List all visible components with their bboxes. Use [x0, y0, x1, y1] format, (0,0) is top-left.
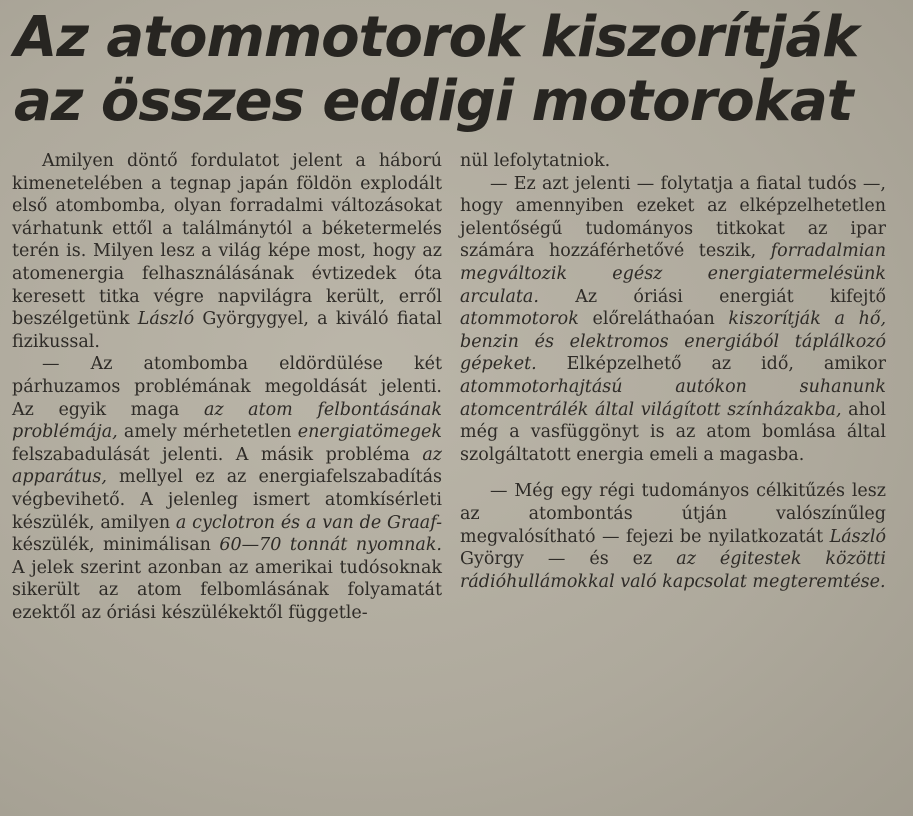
text-run: Amilyen döntő fordulatot jelent a háború kimenetelében a tegnap japán földön explodált első atombomba, olyan forradalmi változásokat várhatunk ettől a találmánytól a béketermelés terén is. Milyen lesz a világ képe most, hogy az atomenergia felhasználásának évtizedek óta keresett titka végre napvilágra került, erről beszélgetünk	[12, 151, 442, 330]
text-run: Elképzelhető az idő, amikor	[536, 354, 886, 375]
italic-run: a cyclotron és a van de Graaf-	[175, 512, 442, 533]
italic-run: 60—70 tonnát nyomnak.	[219, 535, 442, 556]
italic-run: az égitestek közötti rádióhullámokkal való kapcsolat megteremtése.	[460, 549, 886, 592]
text-run: Az óriási energiát kifejtő	[538, 286, 886, 307]
text-run: előreláthaóan	[578, 309, 729, 330]
text-run: amely mérhetetlen	[117, 422, 298, 443]
italic-run: az apparátus,	[12, 444, 442, 488]
italic-run: kiszorítják a hő, benzin és elektromos energiából táplálkozó gépeket.	[460, 309, 887, 375]
paragraph-interview-1	[12, 353, 442, 624]
italic-run: forradalmian megváltozik egész energiatermelésünk arculata.	[460, 241, 886, 307]
text-run: György — és ez	[460, 549, 677, 570]
paragraph-interview-3	[460, 480, 886, 593]
paragraph-intro	[12, 150, 442, 353]
text-run: A jelek szerint azonban az amerikai tudósoknak sikerült az atom felbomlásának folyamatát ezektől az óriási készülékektől függetle-	[12, 557, 442, 623]
text-run: — Még egy régi tudományos célkitűzés lesz az atombontás útján valószínűleg megvalósítható — fejezi be nyilatkozatát	[460, 481, 886, 547]
text-run: Györgygyel, a kiváló fiatal fizikussal.	[12, 309, 443, 352]
italic-run: az atom felbontásának problémája,	[12, 399, 442, 443]
text-run: mellyel ez az energiafelszabadítás végbevihető. A jelenleg ismert atomkísérleti készülék, amilyen	[12, 467, 442, 533]
text-run: készülék, minimálisan	[12, 535, 220, 556]
text-run: ahol még a vasfüggönyt is az atom bomlása által szolgáltatott energia emeli a magasba.	[460, 399, 887, 465]
text-run: — Az atombomba eldördülése két párhuzamos problémának megoldását jelenti. Az egyik maga	[12, 354, 442, 420]
article-column-right	[460, 150, 886, 593]
article-column-left	[12, 150, 442, 624]
italic-run: László	[829, 526, 886, 547]
italic-run: László	[137, 309, 195, 330]
text-run: — Ez azt jelenti — folytatja a fiatal tudós —, hogy amennyiben ezeket az elképzelhetetlen jelentőségű tudományos titkokat az ipar számára hozzáférhetővé teszik,	[460, 173, 886, 262]
headline-line-1: Az atommotorok kiszorítják	[14, 5, 859, 70]
paragraph-interview-2	[460, 173, 886, 467]
headline	[14, 6, 904, 134]
italic-run: energiatömegek	[297, 422, 442, 443]
italic-run: atommotorok	[460, 309, 579, 330]
headline-line-2: az összes eddigi motorokat	[14, 69, 853, 134]
text-run: felszabadulását jelenti. A másik probléma	[12, 444, 423, 465]
italic-run: atommotorhajtású autókon suhanunk atomcentrálék által világított színházakba,	[460, 376, 886, 420]
paragraph-continuation: nül lefolytatniok.	[460, 151, 611, 171]
